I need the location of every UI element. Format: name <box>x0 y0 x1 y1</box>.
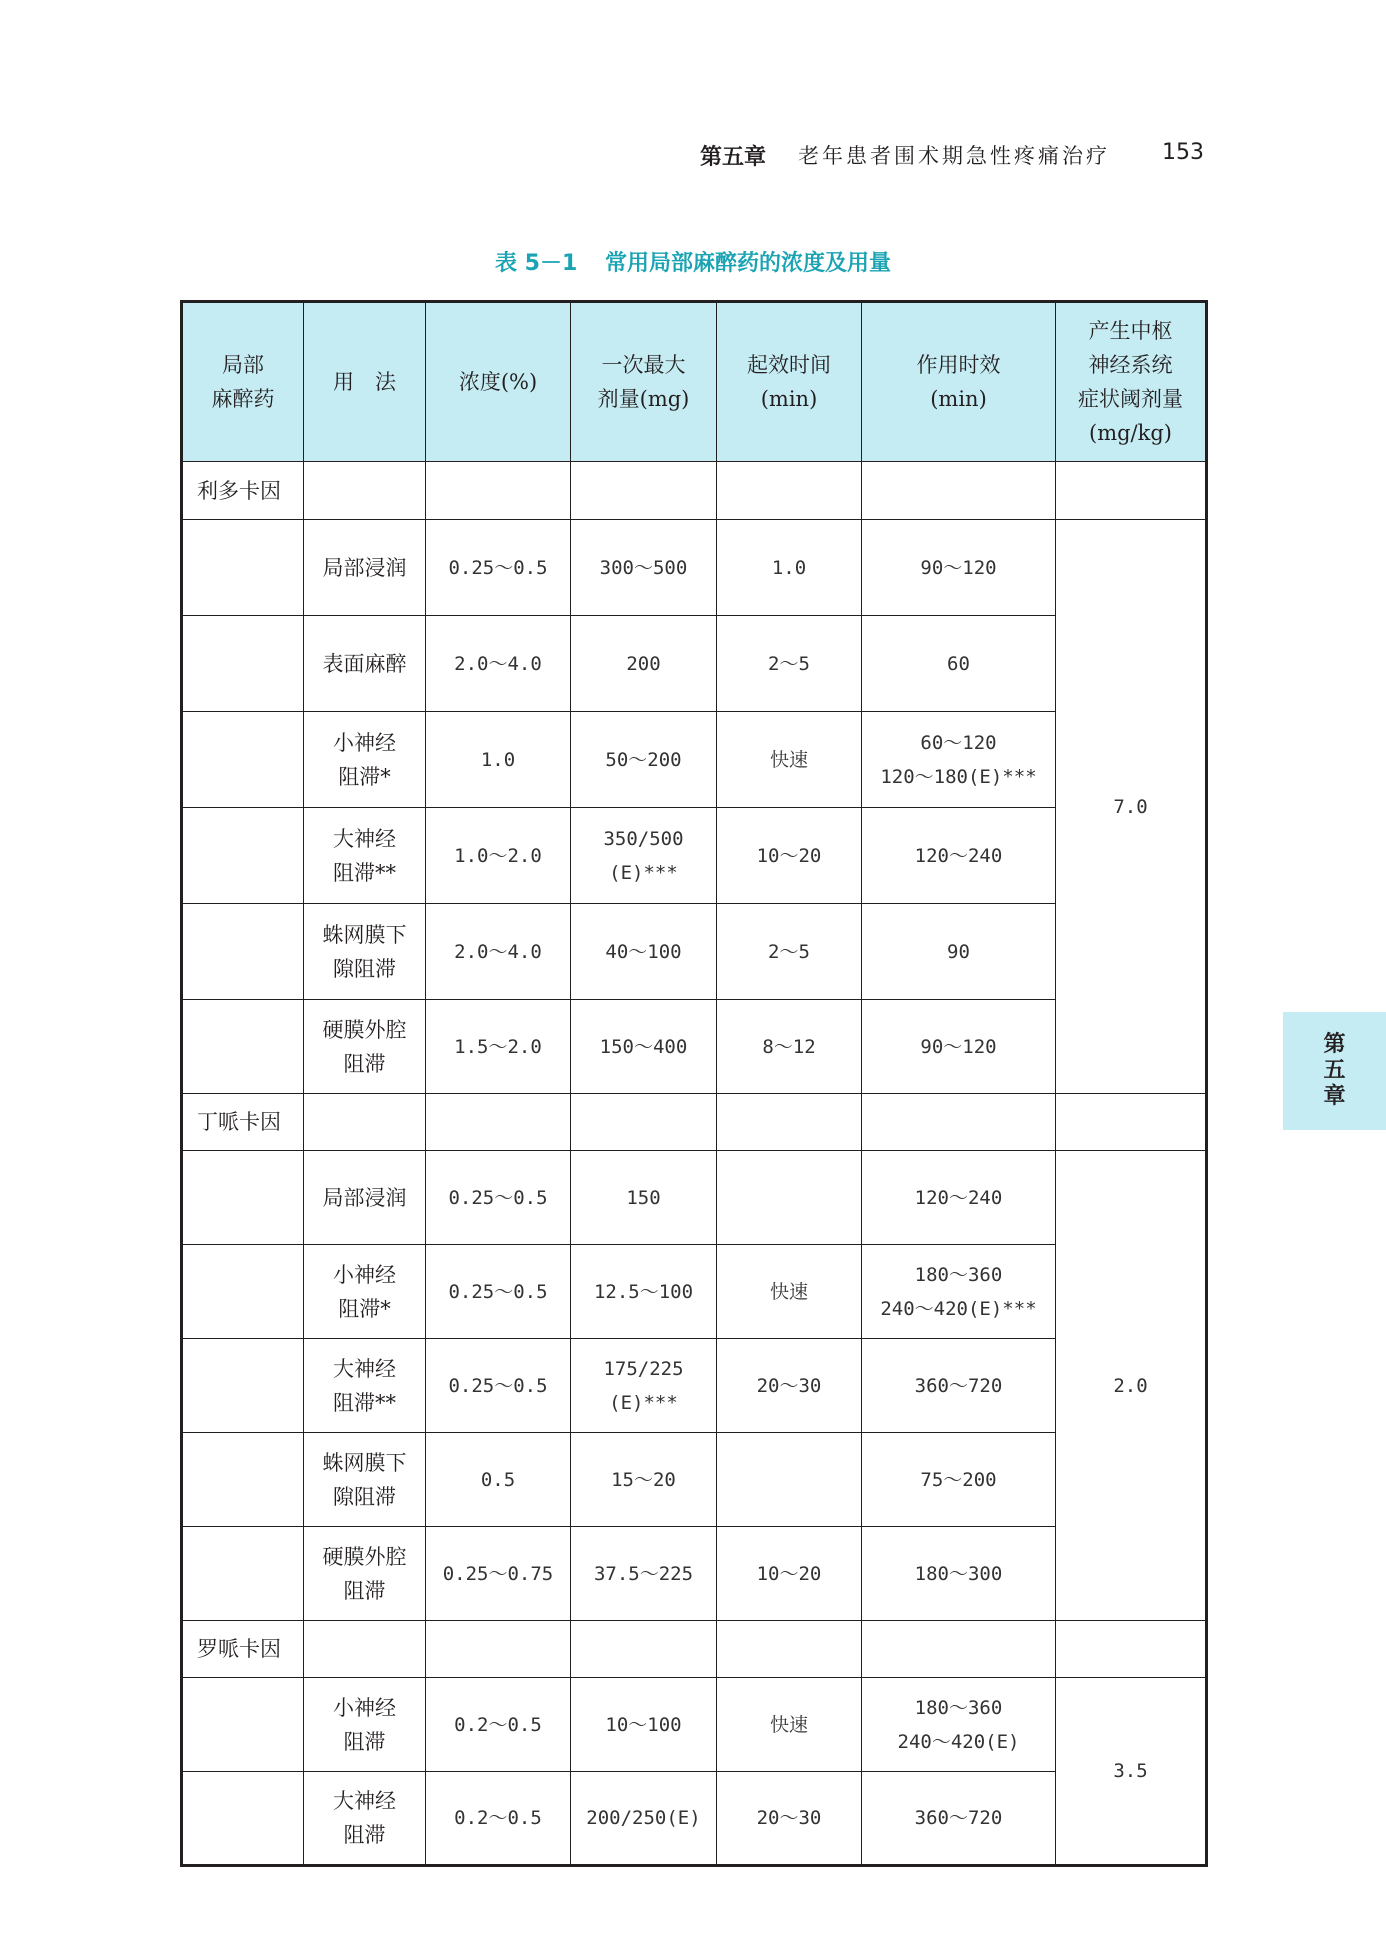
empty-cell <box>717 1621 862 1678</box>
duration-cell: 90～120 <box>862 1000 1056 1094</box>
onset-cell: 1.0 <box>717 520 862 616</box>
onset-cell: 2～5 <box>717 616 862 712</box>
table-body <box>182 462 1207 1866</box>
table-row <box>182 1433 1207 1527</box>
method-cell: 大神经 阻滞** <box>304 808 426 904</box>
onset-cell <box>717 1433 862 1527</box>
empty-cell <box>862 462 1056 520</box>
table-caption-title: 常用局部麻醉药的浓度及用量 <box>604 251 891 276</box>
max-dose-cell: 40～100 <box>571 904 717 1000</box>
method-cell: 硬膜外腔 阻滞 <box>304 1527 426 1621</box>
empty-cell <box>182 1527 304 1621</box>
concentration-cell: 0.5 <box>426 1433 571 1527</box>
header-title: 老年患者围术期急性疼痛治疗 <box>798 144 1110 168</box>
duration-cell: 180～360 240～420(E)*** <box>862 1245 1056 1339</box>
max-dose-cell: 300～500 <box>571 520 717 616</box>
duration-cell: 180～360 240～420(E) <box>862 1678 1056 1772</box>
duration-cell: 60～120 120～180(E)*** <box>862 712 1056 808</box>
concentration-cell: 0.25～0.75 <box>426 1527 571 1621</box>
method-cell: 局部浸润 <box>304 1151 426 1245</box>
concentration-cell: 1.5～2.0 <box>426 1000 571 1094</box>
max-dose-cell: 200/250(E) <box>571 1772 717 1866</box>
empty-cell <box>182 1151 304 1245</box>
header-drug: 局部 麻醉药 <box>182 302 304 462</box>
table-row <box>182 616 1207 712</box>
anesthetic-dosage-table <box>180 300 1208 1867</box>
table-row <box>182 1527 1207 1621</box>
empty-cell <box>182 1245 304 1339</box>
max-dose-cell: 150～400 <box>571 1000 717 1094</box>
max-dose-cell: 200 <box>571 616 717 712</box>
table-row <box>182 808 1207 904</box>
table-row <box>182 904 1207 1000</box>
drug-name-cell: 罗哌卡因 <box>182 1621 304 1678</box>
onset-cell: 20～30 <box>717 1772 862 1866</box>
onset-cell: 20～30 <box>717 1339 862 1433</box>
empty-cell <box>182 712 304 808</box>
empty-cell <box>1056 1621 1207 1678</box>
concentration-cell: 2.0～4.0 <box>426 904 571 1000</box>
max-dose-cell: 350/500 (E)*** <box>571 808 717 904</box>
empty-cell <box>304 1621 426 1678</box>
empty-cell <box>304 462 426 520</box>
empty-cell <box>862 1621 1056 1678</box>
max-dose-cell: 37.5～225 <box>571 1527 717 1621</box>
duration-cell: 360～720 <box>862 1772 1056 1866</box>
duration-cell: 60 <box>862 616 1056 712</box>
max-dose-cell: 50～200 <box>571 712 717 808</box>
concentration-cell: 0.25～0.5 <box>426 520 571 616</box>
method-cell: 表面麻醉 <box>304 616 426 712</box>
concentration-cell: 0.2～0.5 <box>426 1772 571 1866</box>
method-cell: 小神经 阻滞* <box>304 1245 426 1339</box>
empty-cell <box>1056 462 1207 520</box>
header-duration: 作用时效 (min) <box>862 302 1056 462</box>
empty-cell <box>182 808 304 904</box>
page-number: 153 <box>1162 140 1204 165</box>
empty-cell <box>182 1678 304 1772</box>
method-cell: 小神经 阻滞 <box>304 1678 426 1772</box>
method-cell: 局部浸润 <box>304 520 426 616</box>
empty-cell <box>1056 1094 1207 1151</box>
table-row <box>182 712 1207 808</box>
empty-cell <box>426 1094 571 1151</box>
duration-cell: 180～300 <box>862 1527 1056 1621</box>
duration-cell: 360～720 <box>862 1339 1056 1433</box>
drug-group-row <box>182 462 1207 520</box>
max-dose-cell: 12.5～100 <box>571 1245 717 1339</box>
side-tab-label: 第五章 <box>1323 1032 1346 1109</box>
max-dose-cell: 150 <box>571 1151 717 1245</box>
table-row <box>182 1339 1207 1433</box>
concentration-cell: 1.0～2.0 <box>426 808 571 904</box>
empty-cell <box>426 462 571 520</box>
header-onset: 起效时间 (min) <box>717 302 862 462</box>
empty-cell <box>182 1339 304 1433</box>
drug-group-row <box>182 1094 1207 1151</box>
onset-cell: 2～5 <box>717 904 862 1000</box>
duration-cell: 90～120 <box>862 520 1056 616</box>
header-concentration: 浓度(%) <box>426 302 571 462</box>
empty-cell <box>862 1094 1056 1151</box>
concentration-cell: 0.25～0.5 <box>426 1245 571 1339</box>
empty-cell <box>571 1094 717 1151</box>
concentration-cell: 0.25～0.5 <box>426 1151 571 1245</box>
table-row <box>182 520 1207 616</box>
duration-cell: 120～240 <box>862 1151 1056 1245</box>
threshold-cell: 7.0 <box>1056 520 1207 1094</box>
empty-cell <box>717 462 862 520</box>
empty-cell <box>182 520 304 616</box>
table-row <box>182 1678 1207 1772</box>
empty-cell <box>182 1000 304 1094</box>
running-header <box>700 140 1204 174</box>
onset-cell: 快速 <box>717 1245 862 1339</box>
drug-group-row <box>182 1621 1207 1678</box>
onset-cell <box>717 1151 862 1245</box>
table-caption-label: 表 5－1 <box>495 251 578 276</box>
header-chapter: 第五章 <box>700 145 767 170</box>
onset-cell: 8～12 <box>717 1000 862 1094</box>
concentration-cell: 0.25～0.5 <box>426 1339 571 1433</box>
method-cell: 大神经 阻滞** <box>304 1339 426 1433</box>
header-max-dose: 一次最大 剂量(mg) <box>571 302 717 462</box>
table-row <box>182 1245 1207 1339</box>
duration-cell: 90 <box>862 904 1056 1000</box>
empty-cell <box>182 904 304 1000</box>
table-header-row <box>182 302 1207 462</box>
empty-cell <box>426 1621 571 1678</box>
max-dose-cell: 175/225 (E)*** <box>571 1339 717 1433</box>
table-row <box>182 1000 1207 1094</box>
empty-cell <box>571 462 717 520</box>
onset-cell: 10～20 <box>717 1527 862 1621</box>
onset-cell: 快速 <box>717 712 862 808</box>
concentration-cell: 1.0 <box>426 712 571 808</box>
empty-cell <box>304 1094 426 1151</box>
method-cell: 大神经 阻滞 <box>304 1772 426 1866</box>
threshold-cell: 2.0 <box>1056 1151 1207 1621</box>
empty-cell <box>182 1433 304 1527</box>
table-caption <box>0 246 1386 277</box>
empty-cell <box>571 1621 717 1678</box>
chapter-side-tab <box>1283 1012 1386 1130</box>
duration-cell: 75～200 <box>862 1433 1056 1527</box>
concentration-cell: 2.0～4.0 <box>426 616 571 712</box>
max-dose-cell: 10～100 <box>571 1678 717 1772</box>
drug-name-cell: 利多卡因 <box>182 462 304 520</box>
drug-name-cell: 丁哌卡因 <box>182 1094 304 1151</box>
header-threshold: 产生中枢 神经系统 症状阈剂量 (mg/kg) <box>1056 302 1207 462</box>
method-cell: 硬膜外腔 阻滞 <box>304 1000 426 1094</box>
empty-cell <box>182 1772 304 1866</box>
table-row <box>182 1151 1207 1245</box>
header-method: 用 法 <box>304 302 426 462</box>
method-cell: 小神经 阻滞* <box>304 712 426 808</box>
onset-cell: 10～20 <box>717 808 862 904</box>
method-cell: 蛛网膜下 隙阻滞 <box>304 1433 426 1527</box>
duration-cell: 120～240 <box>862 808 1056 904</box>
method-cell: 蛛网膜下 隙阻滞 <box>304 904 426 1000</box>
concentration-cell: 0.2～0.5 <box>426 1678 571 1772</box>
table-row <box>182 1772 1207 1866</box>
max-dose-cell: 15～20 <box>571 1433 717 1527</box>
threshold-cell: 3.5 <box>1056 1678 1207 1866</box>
empty-cell <box>717 1094 862 1151</box>
onset-cell: 快速 <box>717 1678 862 1772</box>
empty-cell <box>182 616 304 712</box>
